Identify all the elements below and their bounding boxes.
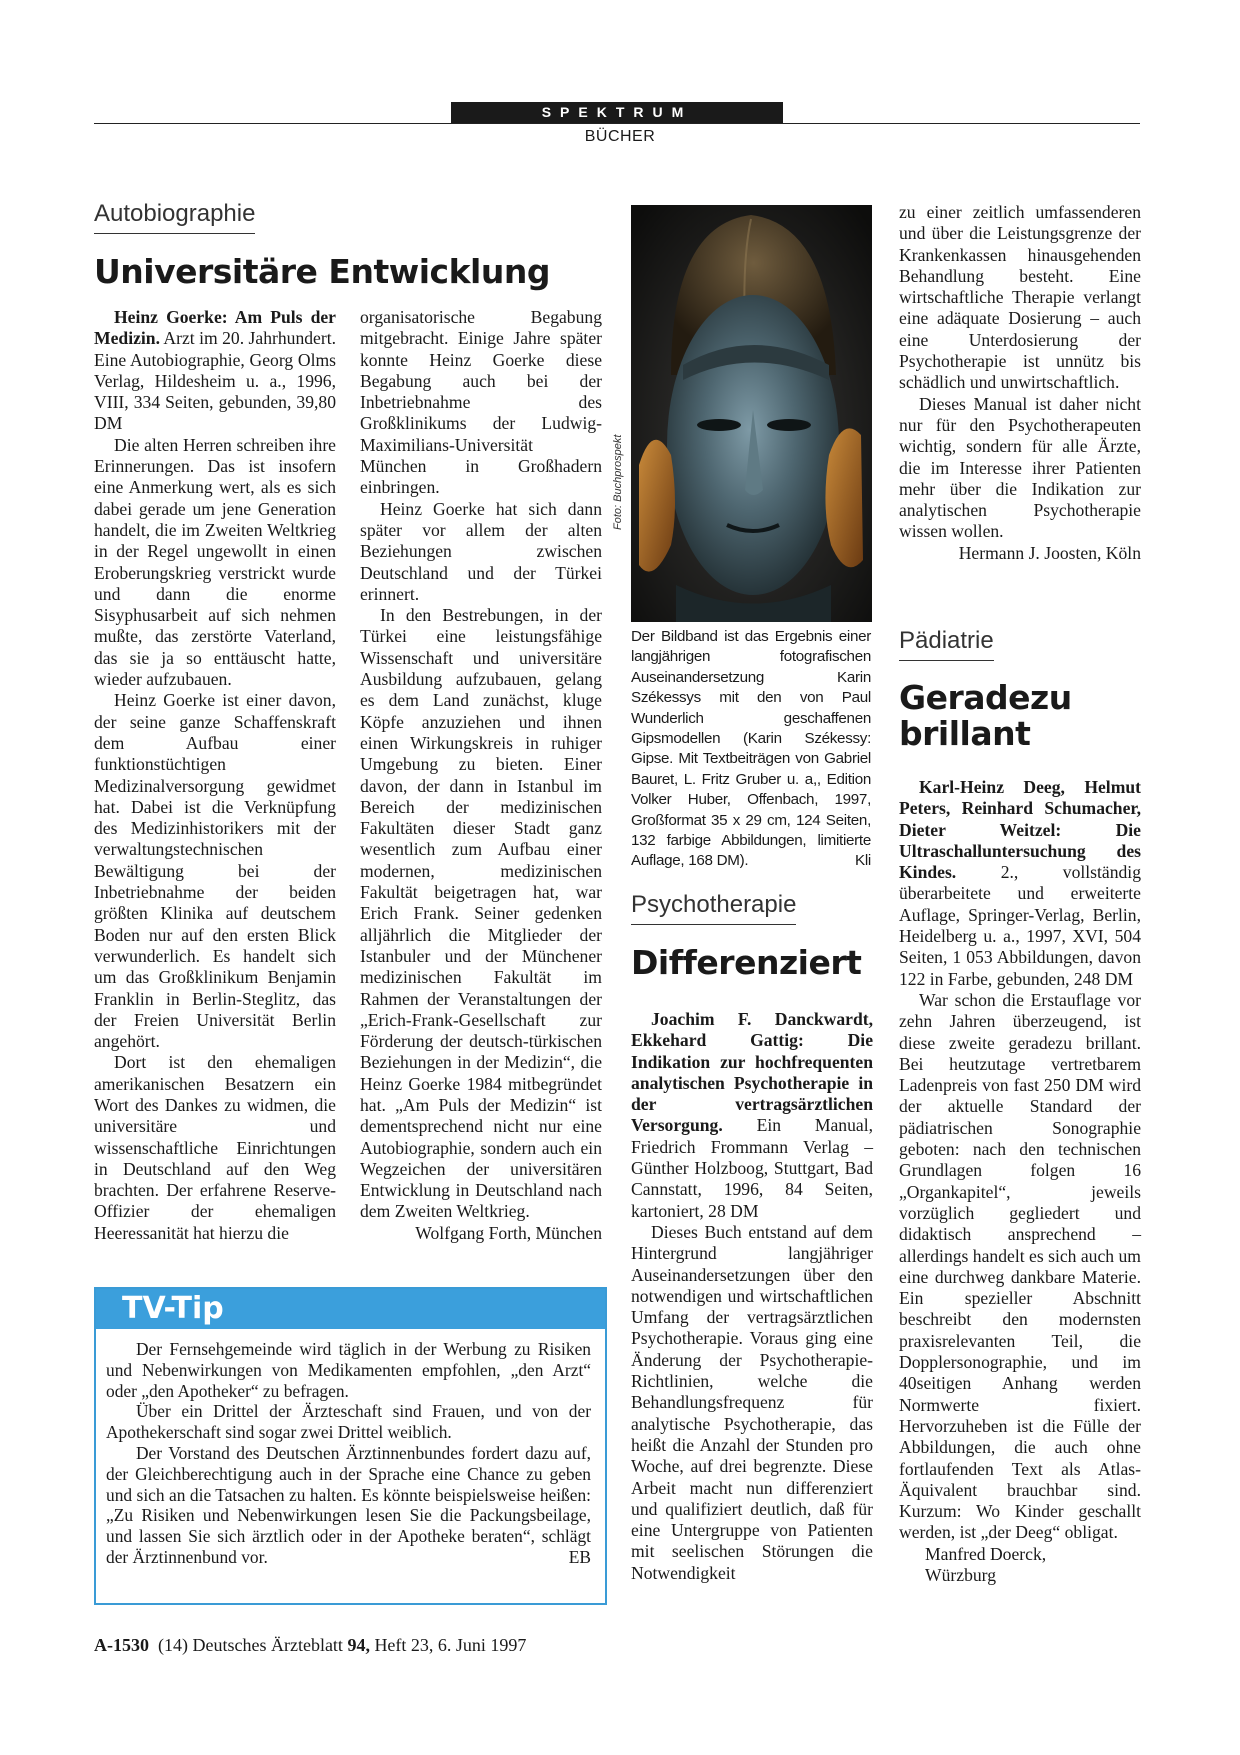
article2-paragraph: Dieses Manual ist daher nicht nur für den Psychotherapeuten wichtig, sondern für alle Ärzte, die im Interesse ihrer Patienten mehr über die Indikation zur analytischen Psychotherapie wissen wollen. [899,393,1141,542]
article2-rubric-wrap [631,891,796,925]
article3-signature-city: Würzburg [925,1564,997,1585]
header-rule [94,123,1140,124]
article3-paragraph: War schon die Erstauflage vor zehn Jahren überzeugend, ist diese zweite geradezu brillant. Bei heutzutage vertretbarem Ladenpreis von fast 250 DM wird der aktuelle Standard der pädiatrischen Sonographie geboten: nach den technischen Grundlagen folgen 16 „Organkapitel“, jeweils vorzüglich gegliedert und didaktisch ansprechend – allerdings handelt es sich auch um eine durchweg dankbare Materie. Ein spezieller Abschnitt beschreibt den modernsten praxisrelevanten Teil, die Dopplersonographie, und im 40seitigen Anhang werden Normwerte fixiert. Hervorzuheben ist die Fülle der Abbildungen, die auch ohne fortlaufenden Text als Atlas-Äquivalent brauchbar sind. Kurzum: Wo Kinder geschallt werden, ist „der Deeg“ obligat. [899,989,1141,1543]
tv-tip-box [94,1287,607,1605]
article3-paragraph: Karl-Heinz Deeg, Helmut Peters, Reinhard Schumacher, Dieter Weitzel: Die Ultraschalluntersuchung des Kindes. 2., vollständig überarbeitete und erweiterte Auflage, Springer-Verlag, Berlin, Heidelberg u. a., 1997, XVI, 504 Seiten, 1 053 Abbildungen, davon 122 in Farbe, gebunden, 248 DM [899,777,1141,989]
photo-credit: Foto: Buchprospekt [612,434,624,530]
tv-tip-title: TV-Tip [122,1291,224,1326]
page-footer: A-1530 (14) Deutsches Ärzteblatt 94, Heft 23, 6. Juni 1997 [94,1635,527,1655]
article1-signature: Wolfgang Forth, München [415,1222,602,1243]
tv-tip-paragraph: Der Vorstand des Deutschen Ärztinnenbundes fordert dazu auf, der Gleichberechtigung auch in der Sprache eine Chance zu geben und sich an die Tatsachen zu halten. Es könnte beispielsweise heißen: „Zu Risiken und Nebenwirkungen lesen Sie die Packungsbeilage, und lassen Sie sich ärztlich oder in der Apotheke beraten“, schlägt der Ärztinnenbund vor. EB [106,1442,591,1567]
page-number: A-1530 [94,1635,149,1655]
article1-rubric: Autobiographie [94,200,255,234]
article1-paragraph: organisatorische Begabung mitgebracht. Einige Jahre später konnte Heinz Goerke diese Begabung auch bei der Inbetriebnahme des Großklinikums der Ludwig-Maximilians-Universität München in Großhadern einbringen. [360,307,602,498]
article1-paragraph: Heinz Goerke ist einer davon, der seine ganze Schaffenskraft dem Aufbau einer funktionstüchtigen Medizinalversorgung gewidmet hat. Dabei ist die Verknüpfung des Medizinhistorikers mit der verwaltungstechnischen Bewältigung bei der Inbetriebnahme der beiden größten Klinika auf deutschem Boden nur auf den ersten Blick verwunderlich. Es handelt sich um das Großklinikum Benjamin Franklin in Berlin-Steglitz, das der Freien Universität Berlin angehört. [94,690,336,1052]
subsection-label: BÜCHER [584,128,656,145]
tv-tip-paragraph: Über ein Drittel der Ärzteschaft sind Frauen, und von der Apothekerschaft sind sogar zwei Drittel weiblich. [106,1401,591,1443]
article1-headline: Universitäre Entwicklung [94,252,550,291]
article2-headline: Differenziert [631,943,862,982]
article1-paragraph: Heinz Goerke: Am Puls der Medizin. Arzt im 20. Jahrhundert. Eine Autobiographie, Georg Olms Verlag, Hildesheim u. a., 1996, VIII, 334 Seiten, gebunden, 39,80 DM [94,307,336,434]
article2-signature: Hermann J. Joosten, Köln [958,542,1141,563]
tv-tip-paragraph: Der Fernsehgemeinde wird täglich in der Werbung zu Risiken und Nebenwirkungen von Medikamenten empfohlen, „den Arzt“ oder „den Apotheker“ zu befragen. [106,1339,591,1401]
article3-headline: Geradezu brillant [899,678,1072,753]
article3-signature: Manfred Doerck, [925,1543,1047,1564]
article1-column-1 [94,307,336,1244]
tv-tip-title-bar [96,1289,605,1329]
tv-tip-body [106,1339,591,1568]
article3-column [899,777,1141,1586]
article3-rubric-wrap [899,627,994,661]
article2-rubric: Psychotherapie [631,891,796,925]
article1-paragraph: Dort ist den ehemaligen amerikanischen Besatzern ein Wort des Dankes zu widmen, die universitäre und wissenschaftliche Einrichtungen in Deutschland auf den Weg brachten. Der erfahrene Reserve-Offizier der ehemaligen Heeressanität hat hierzu die [94,1052,336,1243]
tv-tip-signature: EB [568,1546,591,1567]
plaster-mask-photo [631,205,872,622]
section-banner: SPEKTRUM [451,102,783,123]
photo-caption: Der Bildband ist das Ergebnis einer langjährigen fotografischen Auseinandersetzung Karin Székessys mit den von Paul Wunderlich geschaffenen Gipsmodellen (Karin Székessy: Gipse. Mit Textbeiträgen von Gabriel Bauret, L. Fritz Gruber u. a,, Edition Volker Huber, Offenbach, 1997, Großformat 35 x 29 cm, 124 Seiten, 132 farbige Abbildungen, limitierte Auflage, 168 DM). Kli [631,628,871,870]
article2-column-3 [631,1009,873,1584]
article1-paragraph: Die alten Herren schreiben ihre Erinnerungen. Das ist insofern eine Anmerkung wert, als es sich dabei gerade um jene Generation handelt, die im Zweiten Weltkrieg in der Regel ungewollt in einen Eroberungskrieg verstrickt wurde und dann die enorme Sisyphusarbeit auf sich nehmen mußte, das zerstörte Vaterland, das sie ja so enttäuscht hatte, wieder aufzubauen. [94,434,336,690]
article1-paragraph: In den Bestrebungen, in der Türkei eine leistungsfähige Wissenschaft und universitäre Ausbildung aufzubauen, gelang es dem Land zunächst, kluge Köpfe anzuziehen und ihnen einen Wirkungskreis in ruhiger Umgebung zu bieten. Einer davon, der dann in Istanbul im Bereich der medizinischen Fakultäten dieser Stadt ganz wesentlich zum Aufbau einer modernen, medizinischen Fakultät beigetragen hat, war Erich Frank. Seiner gedenken alljährlich die Mitglieder der Istanbuler und der Münchener medizinischen Fakultät im Rahmen der Veranstaltungen der „Erich-Frank-Gesellschaft zur Förderung der deutsch-türkischen Beziehungen in der Medizin“, die Heinz Goerke 1984 mitbegründet hat. „Am Puls der Medizin“ ist dementsprechend nicht nur eine Autobiographie, sondern auch ein Wegzeichen der universitären Entwicklung in Deutschland nach dem Zweiten Weltkrieg. [360,605,602,1222]
article1-paragraph: Heinz Goerke hat sich dann später vor allem der alten Beziehungen zwischen Deutschland und der Türkei erinnert. [360,498,602,604]
article2-column-4 [899,202,1141,564]
article2-paragraph: Joachim F. Danckwardt, Ekkehard Gattig: Die Indikation zur hochfrequenten analytischen Psychotherapie in der vertragsärztlichen Versorgung. Ein Manual, Friedrich Frommann Verlag – Günther Holzboog, Stuttgart, Bad Cannstatt, 1996, 84 Seiten, kartoniert, 28 DM [631,1009,873,1221]
article2-paragraph: zu einer zeitlich umfassenderen und über die Leistungsgrenze der Krankenkassen hinausgehenden Behandlung besteht. Eine wirtschaftliche Therapie verlangt eine adäquate Dosierung – auch eine Unterdosierung der Psychotherapie ist unnütz bis schädlich und unwirtschaftlich. [899,202,1141,393]
article1-rubric-wrap [94,200,255,234]
article1-column-2 [360,307,602,1244]
article2-paragraph: Dieses Buch entstand auf dem Hintergrund langjähriger Auseinandersetzungen über den notwendigen und wirtschaftlichen Umfang der vertragsärztlichen Psychotherapie. Voraus ging eine Änderung der Psychotherapie-Richtlinien, welche die Behandlungsfrequenz für analytische Psychotherapie, das heißt die Anzahl der Stunden pro Woche, auf drei begrenzte. Diese Arbeit macht nun differenziert und qualifiziert deutlich, daß für eine Untergruppe von Patienten mit seelischen Störungen die Notwendigkeit [631,1221,873,1583]
article3-rubric: Pädiatrie [899,627,994,661]
